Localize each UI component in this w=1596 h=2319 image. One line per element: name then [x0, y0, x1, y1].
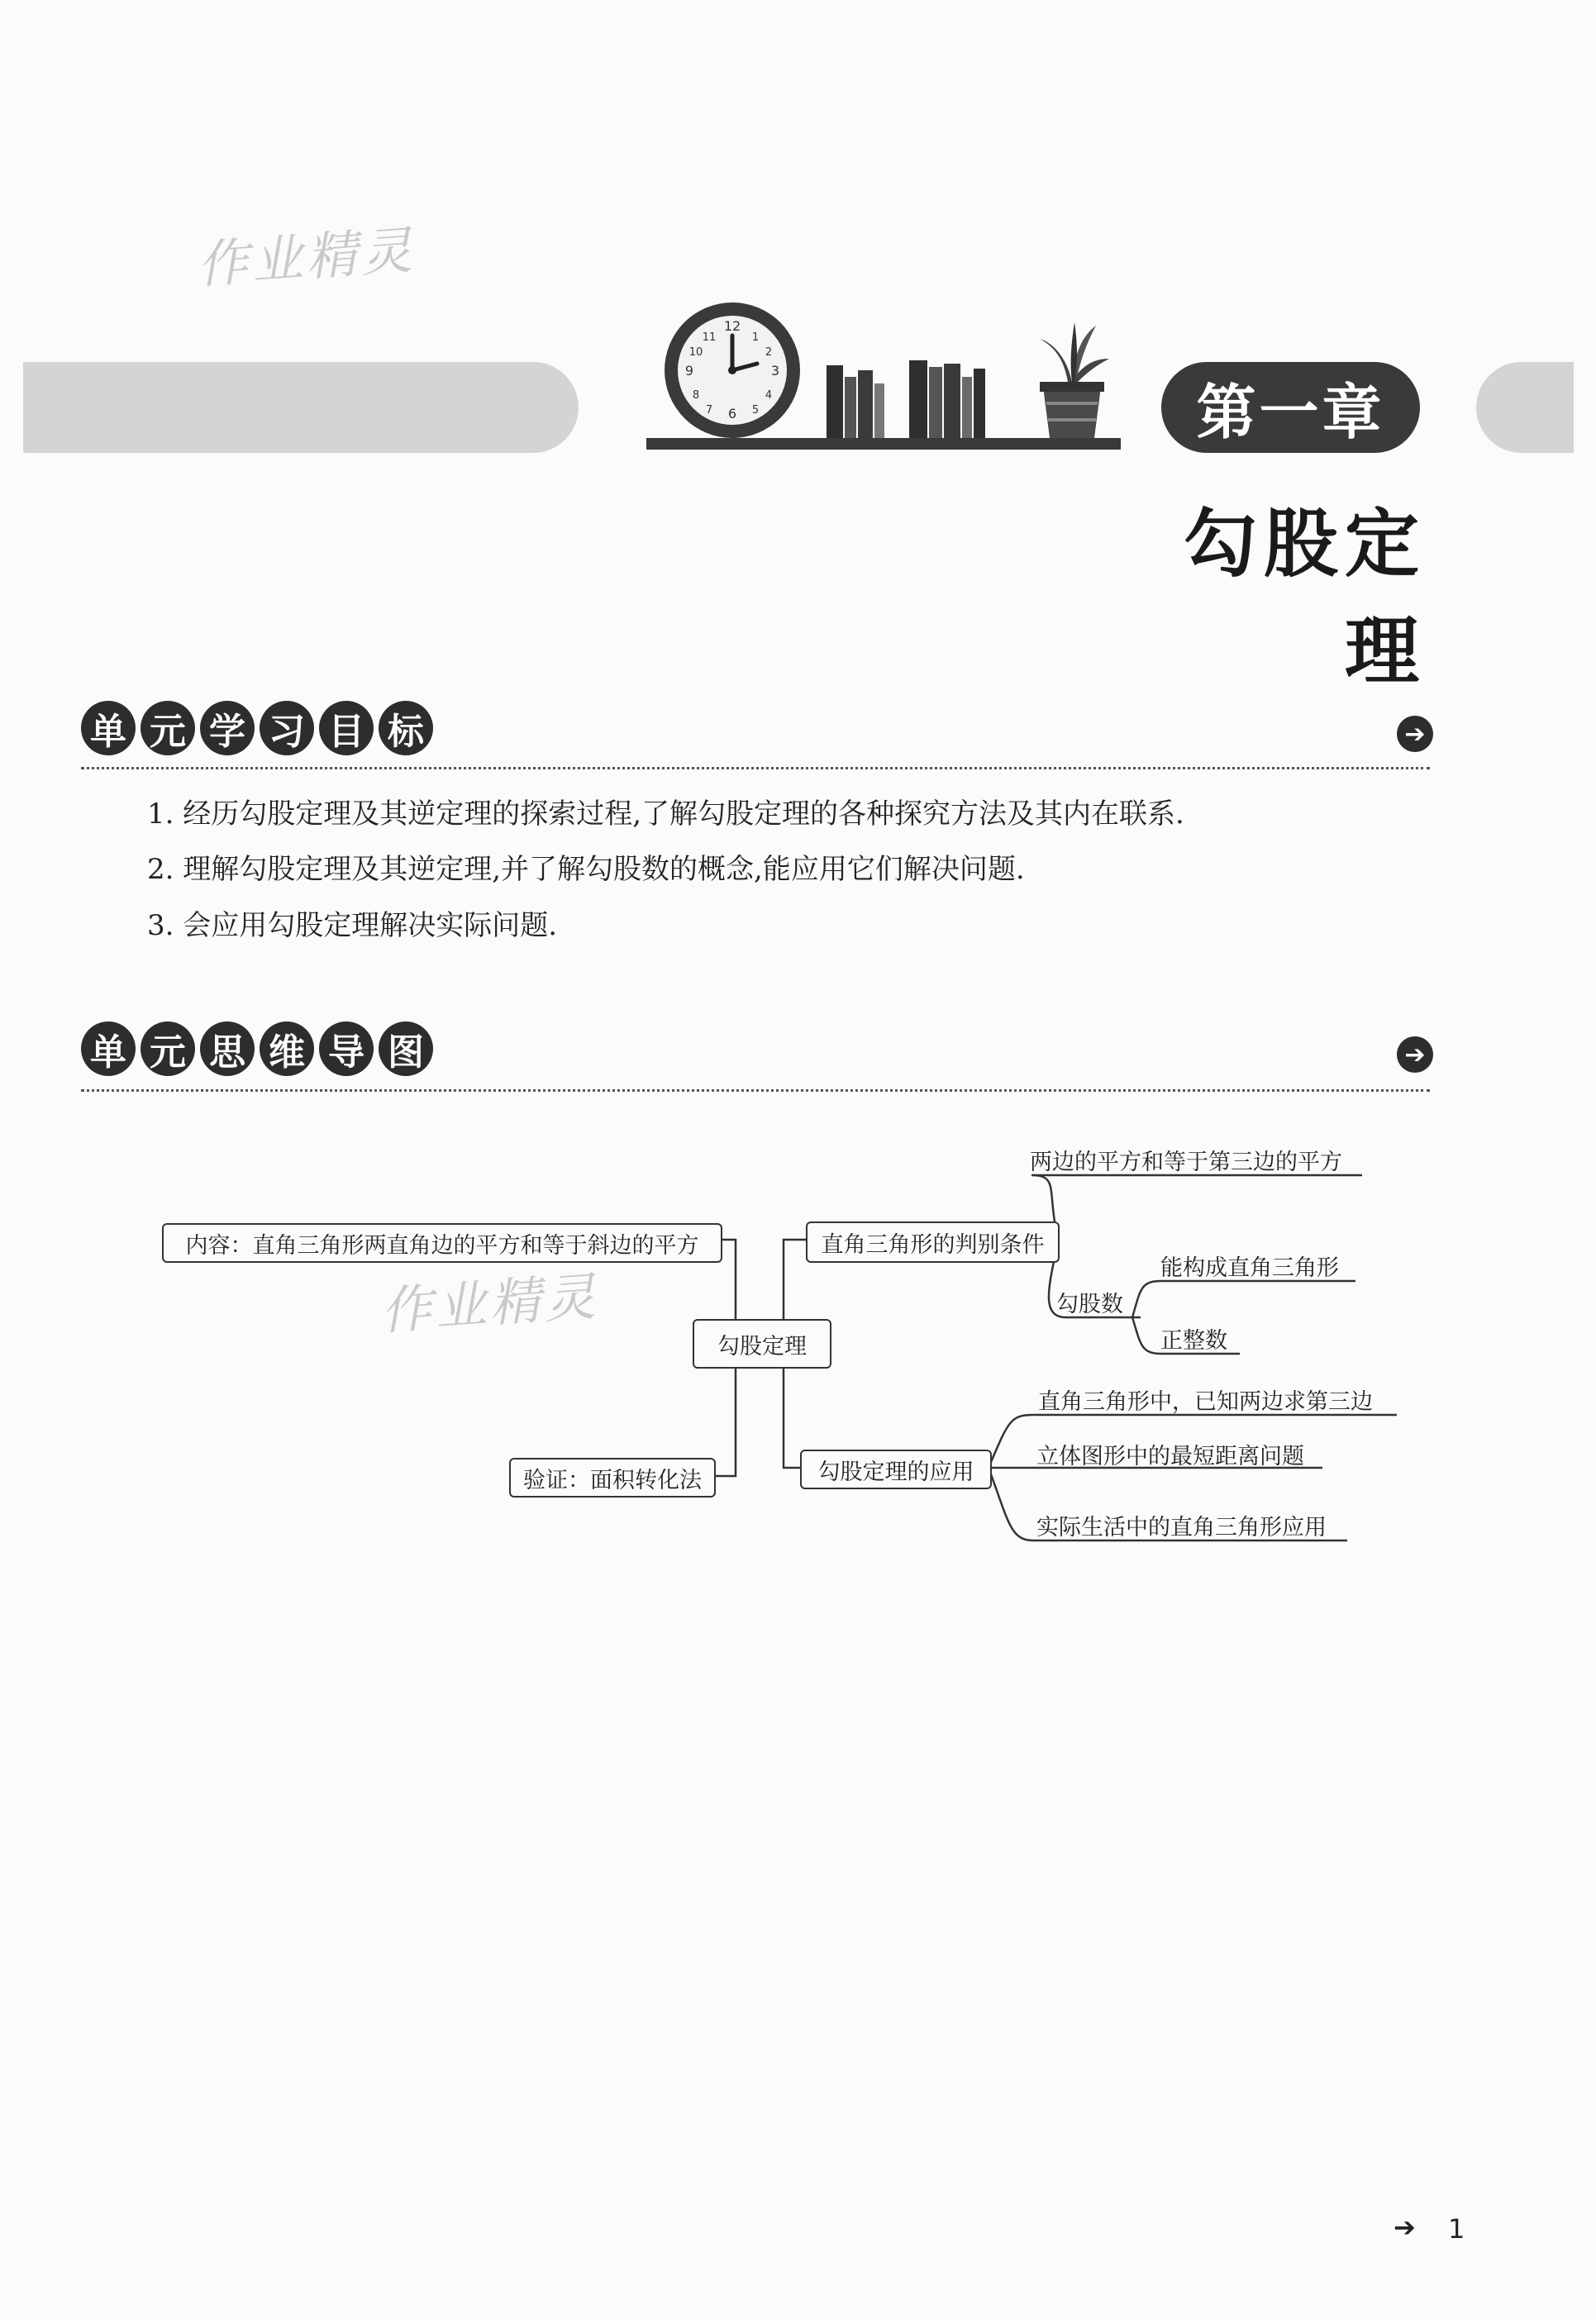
svg-text:9: 9 — [684, 363, 694, 379]
heading-char: 元 — [141, 701, 195, 755]
heading-char: 图 — [379, 1021, 433, 1076]
svg-text:7: 7 — [705, 404, 713, 417]
mindmap-verify-node: 验证：面积转化法 — [509, 1458, 716, 1498]
heading-char: 维 — [260, 1021, 314, 1076]
mindmap-content-node: 内容：直角三角形两直角边的平方和等于斜边的平方 — [162, 1223, 722, 1263]
mindmap-center-node: 勾股定理 — [693, 1319, 831, 1369]
svg-text:10: 10 — [688, 346, 703, 359]
mindmap-leaf: 两边的平方和等于第三边的平方 — [1030, 1150, 1342, 1175]
chapter-title: 勾股定理 — [1183, 501, 1426, 695]
heading-char: 标 — [379, 701, 433, 755]
heading-char: 单 — [81, 701, 136, 755]
objective-item: 1. 经历勾股定理及其逆定理的探索过程,了解勾股定理的各种探究方法及其内在联系. — [147, 798, 1184, 831]
heading-char: 习 — [260, 701, 314, 755]
heading-char: 导 — [319, 1021, 374, 1076]
arrow-right-icon: ➔ — [1394, 2212, 1416, 2243]
mindmap-leaf: 勾股数 — [1056, 1292, 1123, 1317]
svg-text:11: 11 — [702, 331, 717, 344]
objective-item: 3. 会应用勾股定理解决实际问题. — [147, 909, 558, 942]
svg-text:6: 6 — [727, 406, 737, 421]
svg-text:4: 4 — [765, 389, 773, 402]
svg-text:1: 1 — [751, 331, 760, 344]
heading-char: 目 — [319, 701, 374, 755]
mindmap-leaf: 正整数 — [1160, 1328, 1227, 1354]
svg-text:5: 5 — [751, 404, 760, 417]
svg-text:8: 8 — [692, 389, 700, 402]
svg-text:3: 3 — [770, 363, 780, 379]
objective-item: 2. 理解勾股定理及其逆定理,并了解勾股数的概念,能应用它们解决问题. — [147, 853, 1025, 886]
arrow-right-icon: ➔ — [1397, 716, 1433, 752]
watermark-middle: 作业精灵 — [379, 1265, 601, 1342]
chapter-label: 第一章 — [1161, 362, 1420, 453]
mindmap-application-node: 勾股定理的应用 — [800, 1450, 992, 1489]
arrow-right-icon: ➔ — [1397, 1036, 1433, 1073]
heading-char: 元 — [141, 1021, 195, 1076]
mindmap-leaf: 立体图形中的最短距离问题 — [1036, 1444, 1304, 1469]
watermark-top: 作业精灵 — [195, 219, 417, 296]
mindmap-criteria-node: 直角三角形的判别条件 — [806, 1221, 1060, 1263]
svg-text:12: 12 — [723, 318, 741, 334]
mindmap-leaf: 实际生活中的直角三角形应用 — [1036, 1515, 1327, 1540]
mindmap-leaf: 直角三角形中，已知两边求第三边 — [1038, 1389, 1373, 1415]
heading-char: 思 — [200, 1021, 255, 1076]
page-number: 1 — [1448, 2213, 1465, 2245]
heading-char: 单 — [81, 1021, 136, 1076]
heading-char: 学 — [200, 701, 255, 755]
mindmap-leaf: 能构成直角三角形 — [1160, 1255, 1339, 1281]
svg-text:2: 2 — [765, 346, 773, 359]
